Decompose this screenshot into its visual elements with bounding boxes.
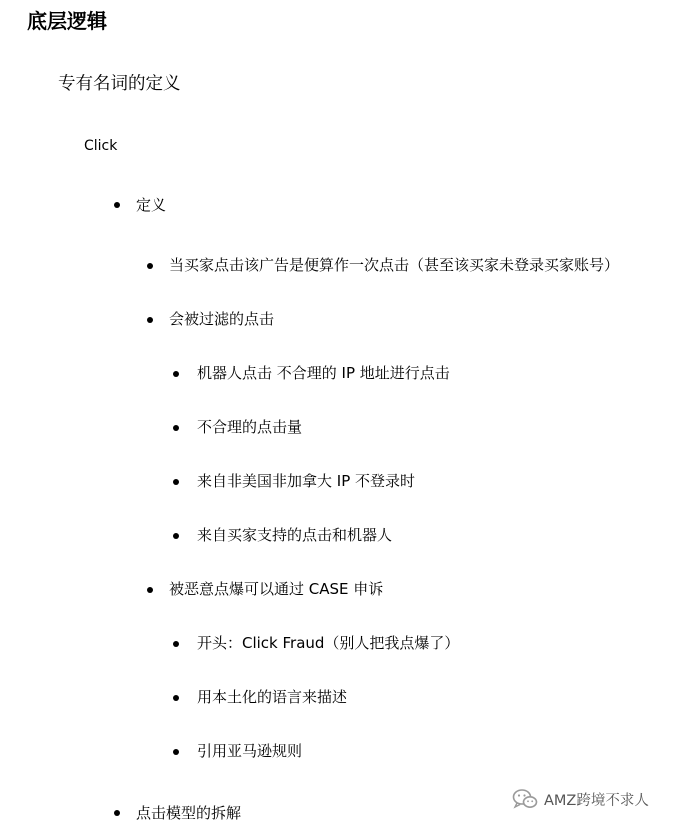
list-item: 机器人点击 不合理的 IP 地址进行点击 [197,364,450,382]
bullet-dot [173,479,179,485]
bullet-dot [173,371,179,377]
list-item: 不合理的点击量 [197,418,303,436]
bullet-dot [114,202,120,208]
watermark [512,788,649,814]
list-item: 用本土化的语言来描述 [197,688,348,706]
list-item: 会被过滤的点击 [169,310,275,328]
bullet-dot [173,749,179,755]
list-item: 被恶意点爆可以通过 CASE 申诉 [169,580,384,598]
list-item: 开头：Click Fraud（别人把我点爆了） [197,634,460,652]
page-title: 底层逻辑 [27,9,107,33]
list-item: 来自买家支持的点击和机器人 [197,526,393,544]
subsection-heading: Click [84,138,118,154]
bullet-dot [147,587,153,593]
list-item: 点击模型的拆解 [136,804,242,822]
bullet-dot [173,425,179,431]
section-heading: 专有名词的定义 [58,74,181,94]
bullet-dot [147,317,153,323]
bullet-dot [173,641,179,647]
list-item: 定义 [136,196,167,214]
list-item: 引用亚马逊规则 [197,742,303,760]
bullet-dot [173,695,179,701]
list-item: 当买家点击该广告是便算作一次点击（甚至该买家未登录买家账号） [169,256,620,274]
bullet-dot [114,810,120,816]
list-item: 来自非美国非加拿大 IP 不登录时 [197,472,416,490]
wechat-icon [512,788,538,814]
bullet-dot [173,533,179,539]
bullet-dot [147,263,153,269]
watermark-text: AMZ跨境不求人 [544,793,649,809]
